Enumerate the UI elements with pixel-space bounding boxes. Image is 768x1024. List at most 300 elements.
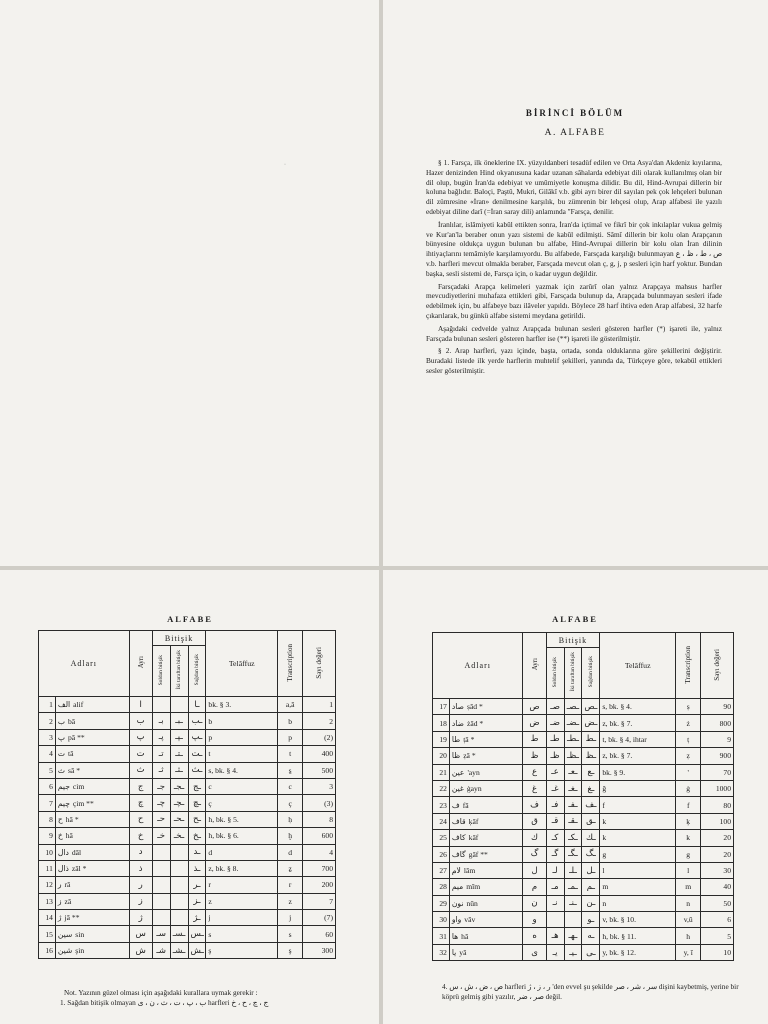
letter-medial: ـسـ	[170, 926, 188, 942]
letter-isolated: ذ	[129, 860, 152, 876]
letter-name	[449, 846, 523, 862]
letter-name-arabic: شين	[57, 946, 73, 956]
pronunciation: ş	[206, 942, 278, 958]
numeric-value: 600	[303, 828, 336, 844]
letter-name	[55, 746, 129, 762]
letter-isolated: ط	[523, 731, 546, 747]
row-number: 5	[39, 762, 56, 778]
pronunciation: z	[206, 893, 278, 909]
letter-initial: لـ	[546, 862, 564, 878]
letter-final: ـك	[582, 830, 600, 846]
letter-name	[55, 844, 129, 860]
row-number: 24	[433, 813, 450, 829]
letter-name-arabic: ز	[57, 896, 62, 906]
row-number: 26	[433, 846, 450, 862]
page-speck: ·	[284, 162, 286, 168]
letter-isolated: ه	[523, 928, 546, 944]
transcription: ç	[278, 795, 303, 811]
letter-name	[449, 944, 523, 960]
chapter-title: BİRİNCİ BÖLÜM	[525, 108, 625, 118]
letter-isolated: چ	[129, 795, 152, 811]
letter-name-arabic: نون	[451, 898, 464, 908]
header-bitisik: Bitişik	[546, 633, 600, 648]
letter-name	[55, 713, 129, 729]
pronunciation: s, bk. § 4.	[206, 762, 278, 778]
numeric-value: 1	[303, 697, 336, 713]
letter-name	[55, 893, 129, 909]
pronunciation: z, bk. § 7.	[600, 715, 676, 731]
letter-medial	[170, 893, 188, 909]
row-number: 28	[433, 879, 450, 895]
transcription: t	[278, 746, 303, 762]
letter-name	[449, 879, 523, 895]
letter-final: ـد	[188, 844, 206, 860]
letter-medial	[564, 912, 582, 928]
header-names: Adları	[39, 631, 130, 697]
letter-initial: غـ	[546, 780, 564, 796]
header-telaffuz: Telâffuz	[206, 631, 278, 697]
letter-name-latin: lām	[463, 866, 476, 876]
letter-name-arabic: عين	[451, 767, 465, 777]
letter-isolated: خ	[129, 828, 152, 844]
transcription: ẕ	[278, 860, 303, 876]
letter-name-latin: żād *	[466, 718, 484, 728]
letter-name	[449, 731, 523, 747]
letter-isolated: ض	[523, 715, 546, 731]
letter-name-arabic: ذال	[57, 864, 69, 874]
letter-medial	[170, 910, 188, 926]
letter-isolated: ظ	[523, 748, 546, 764]
letter-name-latin: pā **	[68, 732, 85, 742]
letter-final: ـخ	[188, 828, 206, 844]
header-sayi-degeri: Sayı değeri	[701, 633, 734, 699]
numeric-value: 80	[701, 797, 734, 813]
transcription: b	[278, 713, 303, 729]
letter-medial	[170, 697, 188, 713]
row-number: 31	[433, 928, 450, 944]
letter-name-arabic: الف	[57, 700, 71, 710]
letter-final: ـن	[582, 895, 600, 911]
letter-name	[55, 828, 129, 844]
table-row	[39, 926, 336, 942]
pronunciation: p	[206, 729, 278, 745]
letter-name-arabic: غين	[451, 784, 464, 794]
letter-final: ـم	[582, 879, 600, 895]
letter-isolated: ك	[523, 830, 546, 846]
letter-name	[449, 895, 523, 911]
paragraph: § 2. Arap harfleri, yazı içinde, başta, ortada, sonda olduklarına göre şekillerini değiştirir. Buradaki listede ilk yerde harflerin muhtelif şekilleri, yanında da, Türkçeye göre, tekabül ettikleri sesler gösterilmiştir.	[426, 346, 722, 375]
row-number: 25	[433, 830, 450, 846]
letter-name-latin: zā	[64, 896, 72, 906]
letter-initial: شـ	[152, 942, 170, 958]
table-row	[39, 713, 336, 729]
letter-name-arabic: واو	[451, 915, 462, 925]
letter-isolated: ژ	[129, 910, 152, 926]
letter-medial: ـعـ	[564, 764, 582, 780]
row-number: 8	[39, 811, 56, 827]
letter-name	[449, 715, 523, 731]
letter-name	[449, 912, 523, 928]
pronunciation: c	[206, 778, 278, 794]
letter-name-arabic: ت	[57, 749, 65, 759]
letter-final: ـع	[582, 764, 600, 780]
letter-medial: ـنـ	[564, 895, 582, 911]
letter-initial: صـ	[546, 699, 564, 715]
pronunciation: j	[206, 910, 278, 926]
pronunciation: t, bk. § 4, ihtar	[600, 731, 676, 747]
letter-initial: چـ	[152, 795, 170, 811]
row-number: 27	[433, 862, 450, 878]
letter-name-arabic: كاف	[451, 833, 466, 843]
transcription: ķ	[676, 813, 701, 829]
letter-initial	[152, 860, 170, 876]
row-number: 3	[39, 729, 56, 745]
paragraph: Farsçadaki Arapça kelimeleri yazmak için zarûrî olan yalnız Arapçaya mahsus harfler mevcudiyetlerini muhafaza ettikleri gibi, Farsçada bulunup da, Arapçada bulunmayan sesleri ifade edebilmek için, bu alfabeye bazı ilâveler yapıldı. Böylece 28 harf ihtiva eden Arap alfabesi, 32 harfe çıkarılarak, bu günkü alfabe sistemi meydana getirildi.	[426, 281, 722, 320]
letter-medial: ـقـ	[564, 813, 582, 829]
transcription: g	[676, 846, 701, 862]
letter-name-arabic: ث	[57, 765, 65, 775]
transcription: k	[676, 830, 701, 846]
pronunciation: s, bk. § 4.	[600, 699, 676, 715]
numeric-value: 400	[303, 746, 336, 762]
letter-name-latin: hā *	[65, 814, 79, 824]
row-number: 2	[39, 713, 56, 729]
letter-medial: ـفـ	[564, 797, 582, 813]
transcription: ḥ	[278, 811, 303, 827]
letter-name	[55, 926, 129, 942]
letter-name-arabic: ب	[57, 716, 65, 726]
row-number: 20	[433, 748, 450, 764]
pronunciation: d	[206, 844, 278, 860]
letter-isolated: ص	[523, 699, 546, 715]
alphabet-table	[38, 630, 336, 959]
header-sagdan: Sağdan bitişik	[188, 646, 206, 697]
letter-isolated: ث	[129, 762, 152, 778]
transcription: r	[278, 877, 303, 893]
letter-final: ـر	[188, 877, 206, 893]
letter-name-latin: sin	[75, 929, 85, 939]
letter-name-latin: ṭā *	[463, 734, 475, 744]
pronunciation: bk. § 3.	[206, 697, 278, 713]
transcription: f	[676, 797, 701, 813]
note-block: 4. ص ، ض ، ش ، س harfleri ر ، ز ، ژ 'den evvel şu şekilde سر ، شر ، صر dişini kaybetmiş, yerine bir köprü gelmiş gibi yazılır, صر ، ضر değil.	[442, 982, 739, 1001]
numeric-value: 50	[701, 895, 734, 911]
pronunciation: n	[600, 895, 676, 911]
letter-initial	[152, 877, 170, 893]
letter-initial	[152, 844, 170, 860]
header-names: Adları	[433, 633, 523, 699]
numeric-value: 20	[701, 830, 734, 846]
header-transcription: Transcription	[676, 633, 701, 699]
letter-medial: ـچـ	[170, 795, 188, 811]
letter-initial: ظـ	[546, 748, 564, 764]
letter-initial: عـ	[546, 764, 564, 780]
letter-medial: ـطـ	[564, 731, 582, 747]
transcription: ḫ	[278, 828, 303, 844]
table-row	[433, 797, 734, 813]
numeric-value: 30	[701, 862, 734, 878]
letter-name-latin: mīm	[466, 882, 481, 892]
letter-name	[55, 910, 129, 926]
section-title: A. ALFABE	[544, 128, 606, 138]
letter-initial: خـ	[152, 828, 170, 844]
transcription: d	[278, 844, 303, 860]
letter-final: ـش	[188, 942, 206, 958]
numeric-value: 10	[701, 944, 734, 960]
letter-name	[449, 862, 523, 878]
numeric-value: 500	[303, 762, 336, 778]
numeric-value: 60	[303, 926, 336, 942]
letter-final: ـگ	[582, 846, 600, 862]
letter-final: ـت	[188, 746, 206, 762]
letter-isolated: ى	[523, 944, 546, 960]
letter-final: ـب	[188, 713, 206, 729]
pronunciation: v, bk. § 10.	[600, 912, 676, 928]
transcription: h	[676, 928, 701, 944]
letter-name-arabic: قاف	[451, 816, 466, 826]
row-number: 15	[39, 926, 56, 942]
note-heading: Not. Yazının güzel olması için aşağıdaki kurallara uymak gerekir :	[64, 988, 258, 997]
numeric-value: 4	[303, 844, 336, 860]
letter-name	[449, 830, 523, 846]
table-row	[433, 813, 734, 829]
letter-medial: ـظـ	[564, 748, 582, 764]
transcription: n	[676, 895, 701, 911]
letter-name-arabic: دال	[57, 847, 69, 857]
transcription: m	[676, 879, 701, 895]
row-number: 14	[39, 910, 56, 926]
transcription: ż	[676, 715, 701, 731]
table-row	[39, 828, 336, 844]
letter-name-latin: yā	[459, 948, 467, 958]
header-sagdan: Sağdan bitişik	[582, 648, 600, 699]
letter-initial: ضـ	[546, 715, 564, 731]
letter-name-arabic: ضاد	[451, 718, 464, 728]
letter-name-arabic: پ	[57, 732, 65, 742]
letter-name	[55, 877, 129, 893]
letter-initial	[152, 910, 170, 926]
table-row	[39, 729, 336, 745]
letter-name	[449, 764, 523, 780]
paragraph: İranlılar, islâmiyeti kabûl ettikten sonra, İran'da içtimaî ve fikrî bir çok inkılaplar vukua gelmiş ve Kur'an'la beraber onun yazı sistemi de kabûl edilmişti. Sâmî dillerin bir kolu olan Arapçanın bünyesine oldukça uygun bulunan bu alfabe, Hind-Avrupai dillerin bir kolu olan İran dilinin ihtiyaçlarını temâmiyle karşılamıyordu. Bu alfabede, Farsçada karşılığı bulunmayan ص ، ط ، ظ ، ع v.b. harfleri mevcut olmakla beraber, Farsçada mevcut olan ç, g, j, p sesleri için harf yoktur. Bundan başka, sesli sistemi de, Farsça için, o kadar uygun değildir.	[426, 219, 722, 278]
letter-isolated: ن	[523, 895, 546, 911]
letter-name-arabic: گاف	[451, 849, 466, 859]
pronunciation: k	[600, 830, 676, 846]
numeric-value: 700	[303, 860, 336, 876]
table-row	[39, 910, 336, 926]
note-rule-1: 1. Sağdan bitişik olmayan ب ، پ ، ت ، ث ، ن ، ى harfleri ج ، چ ، ح ، خ	[60, 997, 269, 1007]
letter-final: ـق	[582, 813, 600, 829]
table-row	[39, 811, 336, 827]
transcription: z	[278, 893, 303, 909]
letter-medial: ـپـ	[170, 729, 188, 745]
letter-medial	[170, 877, 188, 893]
letter-name-arabic: سين	[57, 929, 73, 939]
row-number: 32	[433, 944, 450, 960]
letter-isolated: ق	[523, 813, 546, 829]
alphabet-table-page-right	[382, 570, 768, 1024]
letter-final: ـى	[582, 944, 600, 960]
letter-isolated: س	[129, 926, 152, 942]
header-soldan: Soldan bitişik	[152, 646, 170, 697]
numeric-value: 70	[701, 764, 734, 780]
transcription: s̱	[278, 762, 303, 778]
transcription: s	[278, 926, 303, 942]
transcription: y, ī	[676, 944, 701, 960]
header-sayi-degeri: Sayı değeri	[303, 631, 336, 697]
letter-initial: بـ	[152, 713, 170, 729]
pronunciation: h, bk. § 5.	[206, 811, 278, 827]
transcription: c	[278, 778, 303, 794]
letter-final: ـز	[188, 893, 206, 909]
row-number: 11	[39, 860, 56, 876]
letter-final: ـح	[188, 811, 206, 827]
letter-name-latin: ṣād *	[466, 702, 483, 712]
letter-initial: سـ	[152, 926, 170, 942]
letter-name	[449, 748, 523, 764]
table-row	[39, 893, 336, 909]
row-number: 9	[39, 828, 56, 844]
letter-name-latin: fā	[462, 800, 469, 810]
letter-medial: ـتـ	[170, 746, 188, 762]
row-number: 22	[433, 780, 450, 796]
letter-isolated: ش	[129, 942, 152, 958]
letter-name-latin: sā *	[68, 765, 81, 775]
table-row	[433, 928, 734, 944]
letter-initial: فـ	[546, 797, 564, 813]
letter-medial: ـبـ	[170, 713, 188, 729]
letter-initial: طـ	[546, 731, 564, 747]
numeric-value: 8	[303, 811, 336, 827]
letter-isolated: و	[523, 912, 546, 928]
row-number: 12	[39, 877, 56, 893]
pronunciation: h, bk. § 11.	[600, 928, 676, 944]
letter-name-arabic: چيم	[57, 798, 70, 808]
letter-isolated: م	[523, 879, 546, 895]
pronunciation: ğ	[600, 780, 676, 796]
row-number: 18	[433, 715, 450, 731]
letter-name-latin: şin	[75, 946, 85, 956]
row-number: 17	[433, 699, 450, 715]
numeric-value: 9	[701, 731, 734, 747]
pronunciation: s	[206, 926, 278, 942]
table-row	[433, 879, 734, 895]
transcription: ġ	[676, 780, 701, 796]
letter-final: ـض	[582, 715, 600, 731]
letter-initial: مـ	[546, 879, 564, 895]
letter-name	[55, 811, 129, 827]
table-row	[433, 699, 734, 715]
letter-name-arabic: ميم	[451, 882, 464, 892]
letter-final: ـج	[188, 778, 206, 794]
letter-medial: ـصـ	[564, 699, 582, 715]
letter-isolated: ل	[523, 862, 546, 878]
text-page	[382, 0, 768, 566]
letter-final: ـث	[188, 762, 206, 778]
numeric-value: 3	[303, 778, 336, 794]
row-number: 7	[39, 795, 56, 811]
table-row	[39, 778, 336, 794]
header-bitisik: Bitişik	[152, 631, 206, 646]
letter-name-arabic: خ	[57, 831, 63, 841]
letter-isolated: ر	[129, 877, 152, 893]
transcription: p	[278, 729, 303, 745]
row-number: 19	[433, 731, 450, 747]
letter-final: ـغ	[582, 780, 600, 796]
pronunciation: m	[600, 879, 676, 895]
table-row	[433, 748, 734, 764]
numeric-value: 5	[701, 928, 734, 944]
letter-final: ـچ	[188, 795, 206, 811]
letter-medial: ـلـ	[564, 862, 582, 878]
letter-initial: ثـ	[152, 762, 170, 778]
pronunciation: l	[600, 862, 676, 878]
row-number: 16	[39, 942, 56, 958]
table-row	[39, 860, 336, 876]
letter-name-latin: çim **	[72, 798, 94, 808]
body-text	[426, 158, 722, 379]
page-gutter-vertical	[379, 0, 383, 1024]
letter-name-arabic: ر	[57, 880, 62, 890]
letter-initial: تـ	[152, 746, 170, 762]
table-row	[39, 877, 336, 893]
letter-name-arabic: يا	[451, 948, 457, 958]
row-number: 13	[39, 893, 56, 909]
transcription: ẓ	[676, 748, 701, 764]
letter-medial: ـخـ	[170, 828, 188, 844]
letter-name-arabic: ژ	[57, 913, 62, 923]
letter-isolated: ت	[129, 746, 152, 762]
letter-name	[55, 942, 129, 958]
letter-name	[55, 860, 129, 876]
letter-name	[449, 797, 523, 813]
letter-medial: ـهـ	[564, 928, 582, 944]
letter-name-latin: kāf	[468, 833, 479, 843]
table-row	[433, 764, 734, 780]
transcription: j	[278, 910, 303, 926]
letter-name	[55, 729, 129, 745]
letter-medial: ـثـ	[170, 762, 188, 778]
numeric-value: 90	[701, 699, 734, 715]
row-number: 21	[433, 764, 450, 780]
letter-name-arabic: لام	[451, 866, 461, 876]
letter-name	[449, 928, 523, 944]
letter-isolated: ب	[129, 713, 152, 729]
letter-medial: ـيـ	[564, 944, 582, 960]
letter-name	[449, 699, 523, 715]
letter-medial: ـجـ	[170, 778, 188, 794]
pronunciation: f	[600, 797, 676, 813]
letter-name-latin: vāv	[464, 915, 476, 925]
letter-initial: جـ	[152, 778, 170, 794]
letter-isolated: غ	[523, 780, 546, 796]
letter-name-latin: nūn	[466, 898, 478, 908]
letter-medial	[170, 844, 188, 860]
letter-name-arabic: ظا	[451, 751, 461, 761]
letter-isolated: گ	[523, 846, 546, 862]
numeric-value: (2)	[303, 729, 336, 745]
letter-name-arabic: جيم	[57, 782, 70, 792]
table-row	[39, 746, 336, 762]
table-row	[433, 830, 734, 846]
pronunciation: z, bk. § 7.	[600, 748, 676, 764]
alphabet-table	[432, 632, 734, 961]
letter-name-latin: bā	[68, 716, 76, 726]
letter-initial	[546, 912, 564, 928]
paragraph: Aşağıdaki cedvelde yalnız Arapçada bulunan sesleri gösteren harfler (*) işareti ile, yalnız Farsçada bulunan sesleri gösteren harfler ise (**) işareti ile gösterilmiştir.	[426, 323, 722, 343]
letter-name-arabic: ها	[451, 931, 459, 941]
header-telaffuz: Telâffuz	[600, 633, 676, 699]
